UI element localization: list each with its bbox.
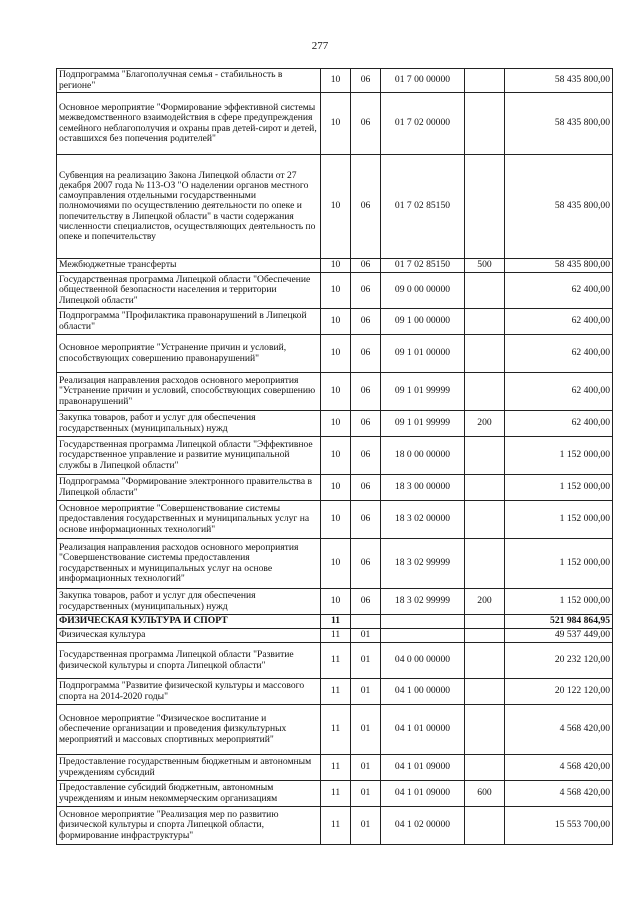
amount: 62 400,00	[505, 335, 613, 373]
expense-type	[465, 437, 505, 475]
table-row	[57, 437, 613, 475]
subsection-code: 06	[351, 411, 381, 437]
section-code: 10	[321, 539, 351, 589]
table-row	[57, 259, 613, 273]
table-row	[57, 589, 613, 615]
table-row	[57, 309, 613, 335]
amount: 1 152 000,00	[505, 501, 613, 539]
table-row	[57, 475, 613, 501]
subsection-code: 01	[351, 781, 381, 807]
expense-type	[465, 93, 505, 155]
subsection-code: 01	[351, 705, 381, 755]
target-article: 01 7 02 00000	[381, 93, 465, 155]
expense-type: 200	[465, 589, 505, 615]
target-article: 01 7 02 85150	[381, 155, 465, 259]
target-article: 18 3 02 99999	[381, 539, 465, 589]
row-name: ФИЗИЧЕСКАЯ КУЛЬТУРА И СПОРТ	[57, 615, 321, 629]
row-name: Закупка товаров, работ и услуг для обеспечения государственных (муниципальных) нужд	[57, 589, 321, 615]
row-name: Подпрограмма "Профилактика правонарушений в Липецкой области"	[57, 309, 321, 335]
expense-type	[465, 373, 505, 411]
expense-type	[465, 539, 505, 589]
row-name: Государственная программа Липецкой области "Эффективное государственное управление и развитие муниципальной службы в Липецкой области"	[57, 437, 321, 475]
row-name: Подпрограмма "Формирование электронного правительства в Липецкой области"	[57, 475, 321, 501]
subsection-code: 01	[351, 755, 381, 781]
expense-type	[465, 335, 505, 373]
section-code: 10	[321, 259, 351, 273]
table-row	[57, 755, 613, 781]
target-article: 18 0 00 00000	[381, 437, 465, 475]
amount: 62 400,00	[505, 273, 613, 309]
expense-type: 600	[465, 781, 505, 807]
target-article: 04 1 01 09000	[381, 755, 465, 781]
target-article: 09 1 00 00000	[381, 309, 465, 335]
amount: 62 400,00	[505, 373, 613, 411]
subsection-code: 06	[351, 309, 381, 335]
section-code: 11	[321, 615, 351, 629]
subsection-code: 01	[351, 807, 381, 845]
row-name: Подпрограмма "Благополучная семья - стабильность в регионе"	[57, 69, 321, 93]
row-name: Основное мероприятие "Совершенствование системы предоставления государственных и муниципальных услуг на основе информационных технологий"	[57, 501, 321, 539]
amount: 20 232 120,00	[505, 643, 613, 679]
expense-type	[465, 475, 505, 501]
section-code: 11	[321, 807, 351, 845]
row-name: Предоставление государственным бюджетным и автономным учреждениям субсидий	[57, 755, 321, 781]
row-name: Государственная программа Липецкой области "Обеспечение общественной безопасности населения и территории Липецкой области"	[57, 273, 321, 309]
table-row	[57, 705, 613, 755]
table-row	[57, 679, 613, 705]
amount: 62 400,00	[505, 309, 613, 335]
subsection-code	[351, 615, 381, 629]
table-row	[57, 629, 613, 643]
target-article: 04 1 00 00000	[381, 679, 465, 705]
target-article: 01 7 02 85150	[381, 259, 465, 273]
amount: 15 553 700,00	[505, 807, 613, 845]
section-code: 10	[321, 309, 351, 335]
expense-type	[465, 69, 505, 93]
amount: 4 568 420,00	[505, 705, 613, 755]
subsection-code: 06	[351, 259, 381, 273]
amount: 4 568 420,00	[505, 755, 613, 781]
table-row	[57, 643, 613, 679]
subsection-code: 06	[351, 273, 381, 309]
amount: 1 152 000,00	[505, 589, 613, 615]
row-name: Основное мероприятие "Устранение причин и условий, способствующих совершению правонарушений"	[57, 335, 321, 373]
row-name: Подпрограмма "Развитие физической культуры и массового спорта на 2014-2020 годы"	[57, 679, 321, 705]
section-code: 10	[321, 373, 351, 411]
row-name: Основное мероприятие "Физическое воспитание и обеспечение организации и проведения физкультурных мероприятий и массовых спортивных мероприятий"	[57, 705, 321, 755]
target-article: 09 0 00 00000	[381, 273, 465, 309]
subsection-code: 01	[351, 643, 381, 679]
target-article: 04 0 00 00000	[381, 643, 465, 679]
section-code: 10	[321, 155, 351, 259]
expense-type	[465, 155, 505, 259]
section-code: 10	[321, 437, 351, 475]
amount: 1 152 000,00	[505, 539, 613, 589]
table-row	[57, 69, 613, 93]
subsection-code: 06	[351, 155, 381, 259]
subsection-code: 01	[351, 679, 381, 705]
expense-type	[465, 643, 505, 679]
row-name: Предоставление субсидий бюджетным, автономным учреждениям и иным некоммерческим организациям	[57, 781, 321, 807]
subsection-code: 06	[351, 373, 381, 411]
budget-table	[56, 68, 613, 845]
target-article: 04 1 02 00000	[381, 807, 465, 845]
row-name: Основное мероприятие "Реализация мер по развитию физической культуры и спорта Липецкой области, формирование инфраструктуры"	[57, 807, 321, 845]
subsection-code: 06	[351, 589, 381, 615]
amount: 58 435 800,00	[505, 155, 613, 259]
target-article: 18 3 00 00000	[381, 475, 465, 501]
expense-type	[465, 629, 505, 643]
amount: 20 122 120,00	[505, 679, 613, 705]
table-row	[57, 539, 613, 589]
subsection-code: 06	[351, 501, 381, 539]
section-code: 11	[321, 755, 351, 781]
target-article: 01 7 00 00000	[381, 69, 465, 93]
subsection-code: 06	[351, 335, 381, 373]
expense-type	[465, 501, 505, 539]
table-row	[57, 373, 613, 411]
subsection-code: 06	[351, 539, 381, 589]
amount: 62 400,00	[505, 411, 613, 437]
amount: 49 537 449,00	[505, 629, 613, 643]
row-name: Межбюджетные трансферты	[57, 259, 321, 273]
target-article: 09 1 01 00000	[381, 335, 465, 373]
section-code: 10	[321, 411, 351, 437]
amount: 521 984 864,95	[505, 615, 613, 629]
section-code: 10	[321, 501, 351, 539]
target-article: 18 3 02 00000	[381, 501, 465, 539]
table-row	[57, 411, 613, 437]
expense-type: 500	[465, 259, 505, 273]
section-code: 10	[321, 475, 351, 501]
table-row	[57, 501, 613, 539]
expense-type	[465, 309, 505, 335]
page-number: 277	[311, 40, 329, 52]
section-code: 11	[321, 643, 351, 679]
row-name: Реализация направления расходов основного мероприятия "Устранение причин и условий, способствующих совершению правонарушений"	[57, 373, 321, 411]
expense-type	[465, 755, 505, 781]
target-article: 04 1 01 09000	[381, 781, 465, 807]
section-code: 11	[321, 781, 351, 807]
subsection-code: 01	[351, 629, 381, 643]
target-article: 09 1 01 99999	[381, 411, 465, 437]
target-article	[381, 629, 465, 643]
expense-type	[465, 273, 505, 309]
subsection-code: 06	[351, 69, 381, 93]
section-code: 10	[321, 93, 351, 155]
section-code: 10	[321, 589, 351, 615]
amount: 1 152 000,00	[505, 475, 613, 501]
amount: 1 152 000,00	[505, 437, 613, 475]
target-article: 04 1 01 00000	[381, 705, 465, 755]
target-article: 18 3 02 99999	[381, 589, 465, 615]
row-name: Физическая культура	[57, 629, 321, 643]
table-row	[57, 807, 613, 845]
expense-type: 200	[465, 411, 505, 437]
amount: 58 435 800,00	[505, 93, 613, 155]
table-row	[57, 335, 613, 373]
section-code: 10	[321, 69, 351, 93]
amount: 4 568 420,00	[505, 781, 613, 807]
target-article: 09 1 01 99999	[381, 373, 465, 411]
row-name: Реализация направления расходов основного мероприятия "Совершенствование системы предоставления государственных и муниципальных услуг на основе информационных технологий"	[57, 539, 321, 589]
expense-type	[465, 807, 505, 845]
amount: 58 435 800,00	[505, 259, 613, 273]
row-name: Закупка товаров, работ и услуг для обеспечения государственных (муниципальных) нужд	[57, 411, 321, 437]
row-name: Государственная программа Липецкой области "Развитие физической культуры и спорта Липецкой области"	[57, 643, 321, 679]
budget-table-body	[57, 69, 613, 845]
expense-type	[465, 679, 505, 705]
subsection-code: 06	[351, 475, 381, 501]
section-code: 11	[321, 629, 351, 643]
table-row	[57, 273, 613, 309]
table-row	[57, 615, 613, 629]
section-code: 11	[321, 679, 351, 705]
section-code: 10	[321, 335, 351, 373]
table-row	[57, 155, 613, 259]
expense-type	[465, 615, 505, 629]
table-row	[57, 781, 613, 807]
target-article	[381, 615, 465, 629]
table-row	[57, 93, 613, 155]
row-name: Субвенция на реализацию Закона Липецкой области от 27 декабря 2007 года № 113-ОЗ "О наделении органов местного самоуправления отдельными государственными полномочиями по осуществлению деятельности по опеке и попечительству в Липецкой области" в части содержания численности специалистов, осуществляющих деятельность по опеке и попечительству	[57, 155, 321, 259]
section-code: 10	[321, 273, 351, 309]
subsection-code: 06	[351, 437, 381, 475]
subsection-code: 06	[351, 93, 381, 155]
amount: 58 435 800,00	[505, 69, 613, 93]
section-code: 11	[321, 705, 351, 755]
expense-type	[465, 705, 505, 755]
row-name: Основное мероприятие "Формирование эффективной системы межведомственного взаимодействия в сфере предупреждения семейного неблагополучия и охраны прав детей-сирот и детей, оставшихся без попечения родителей"	[57, 93, 321, 155]
